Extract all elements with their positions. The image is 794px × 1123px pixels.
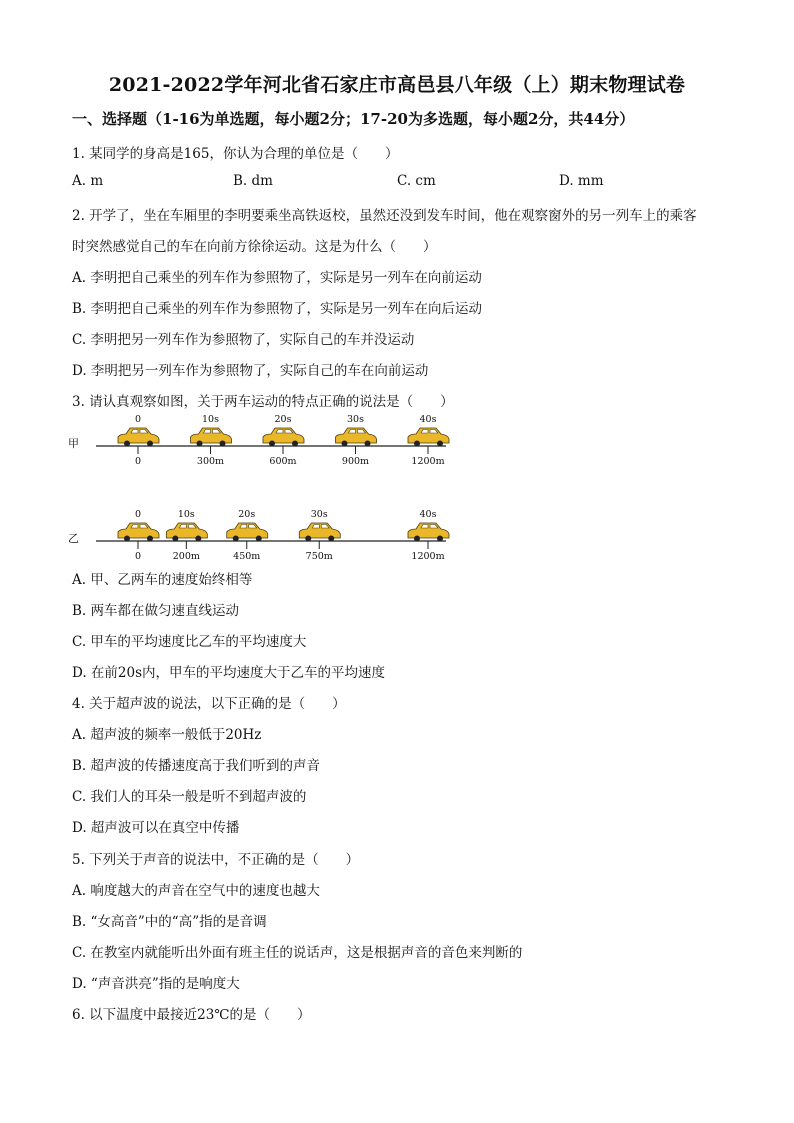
car_yi-distance-label-0: 0 — [134, 551, 142, 562]
car_yi-car-4 — [408, 523, 449, 542]
q4-option-b: B. 超声波的传播速度高于我们听到的声音 — [72, 758, 321, 774]
car_jia-time-label-4: 40s — [419, 414, 437, 425]
question-1-stem: 1. 某同学的身高是165，你认为合理的单位是（ ） — [72, 146, 399, 162]
figure-car-jia — [66, 412, 456, 468]
car_yi-distance-label-1: 200m — [172, 551, 200, 562]
car_yi-time-label-1: 10s — [177, 509, 195, 520]
question-2-stem-line2: 时突然感觉自己的车在向前方徐徐运动。这是为什么（ ） — [72, 239, 437, 255]
car_yi-distance-label-2: 450m — [233, 551, 261, 562]
section-heading: 一、选择题（1-16为单选题，每小题2分；17-20为多选题，每小题2分，共44分） — [72, 110, 635, 128]
car-yi-label: 乙 — [68, 532, 79, 545]
q1-option-c: C. cm — [397, 173, 436, 189]
q2-option-a: A. 李明把自己乘坐的列车作为参照物了，实际是另一列车在向前运动 — [72, 270, 482, 286]
q5-option-a: A. 响度越大的声音在空气中的速度也越大 — [72, 883, 320, 899]
q2-option-b: B. 李明把自己乘坐的列车作为参照物了，实际是另一列车在向后运动 — [72, 301, 483, 317]
question-6-stem: 6. 以下温度中最接近23℃的是（ ） — [72, 1007, 311, 1023]
car_yi-car-1 — [166, 523, 207, 542]
car_yi-distance-label-3: 750m — [305, 551, 333, 562]
q3-option-a: A. 甲、乙两车的速度始终相等 — [72, 572, 253, 588]
car_jia-time-label-0: 0 — [134, 414, 142, 425]
car_jia-car-1 — [191, 428, 232, 447]
question-3-stem: 3. 请认真观察如图，关于两车运动的特点正确的说法是（ ） — [72, 394, 454, 410]
q4-option-d: D. 超声波可以在真空中传播 — [72, 820, 240, 836]
car_jia-car-4 — [408, 428, 449, 447]
car_yi-distance-label-4: 1200m — [411, 551, 445, 562]
q4-option-c: C. 我们人的耳朵一般是听不到超声波的 — [72, 789, 307, 805]
q5-option-b: B. “女高音”中的“高”指的是音调 — [72, 914, 267, 930]
q3-option-d: D. 在前20s内，甲车的平均速度大于乙车的平均速度 — [72, 665, 386, 681]
car-yi-diagram — [66, 507, 456, 563]
q1-option-d: D. mm — [559, 173, 604, 189]
question-5-stem: 5. 下列关于声音的说法中，不正确的是（ ） — [72, 852, 360, 868]
figure-car-yi — [66, 507, 456, 563]
q2-option-c: C. 李明把另一列车作为参照物了，实际自己的车并没运动 — [72, 332, 415, 348]
car_jia-time-label-3: 30s — [347, 414, 364, 425]
car_jia-distance-label-2: 600m — [269, 456, 297, 467]
car_jia-time-label-2: 20s — [274, 414, 292, 425]
car_jia-car-3 — [336, 428, 377, 447]
question-4-stem: 4. 关于超声波的说法，以下正确的是（ ） — [72, 696, 346, 712]
car_yi-car-3 — [299, 523, 340, 542]
car_jia-distance-label-3: 900m — [341, 456, 370, 467]
exam-title: 2021-2022学年河北省石家庄市高邑县八年级（上）期末物理试卷 — [108, 74, 686, 96]
car_jia-time-label-1: 10s — [202, 414, 219, 425]
q1-option-b: B. dm — [233, 173, 273, 189]
car_jia-distance-label-1: 300m — [196, 456, 225, 467]
car_jia-car-2 — [263, 428, 304, 447]
question-2-stem-line1: 2. 开学了，坐在车厢里的李明要乘坐高铁返校，虽然还没到发车时间，他在观察窗外的另一列车上的乘客 — [72, 208, 697, 224]
q4-option-a: A. 超声波的频率一般低于20Hz — [72, 727, 262, 743]
car_jia-distance-label-4: 1200m — [411, 456, 445, 467]
q3-option-c: C. 甲车的平均速度比乙车的平均速度大 — [72, 634, 307, 650]
car_yi-time-label-3: 30s — [310, 509, 328, 520]
car_yi-car-0 — [118, 523, 159, 542]
q3-option-b: B. 两车都在做匀速直线运动 — [72, 603, 240, 619]
car_yi-car-2 — [227, 523, 268, 542]
car_jia-distance-label-0: 0 — [134, 456, 142, 467]
q5-option-d: D. “声音洪亮”指的是响度大 — [72, 976, 240, 992]
q1-option-a: A. m — [72, 173, 104, 189]
car-jia-diagram — [66, 412, 456, 468]
q5-option-c: C. 在教室内就能听出外面有班主任的说话声，这是根据声音的音色来判断的 — [72, 945, 523, 961]
q2-option-d: D. 李明把另一列车作为参照物了，实际自己的车在向前运动 — [72, 363, 429, 379]
car_yi-time-label-0: 0 — [134, 509, 142, 520]
car_jia-car-0 — [118, 428, 159, 447]
car-jia-label: 甲 — [68, 437, 79, 450]
car_yi-time-label-2: 20s — [238, 509, 256, 520]
car_yi-time-label-4: 40s — [419, 509, 437, 520]
